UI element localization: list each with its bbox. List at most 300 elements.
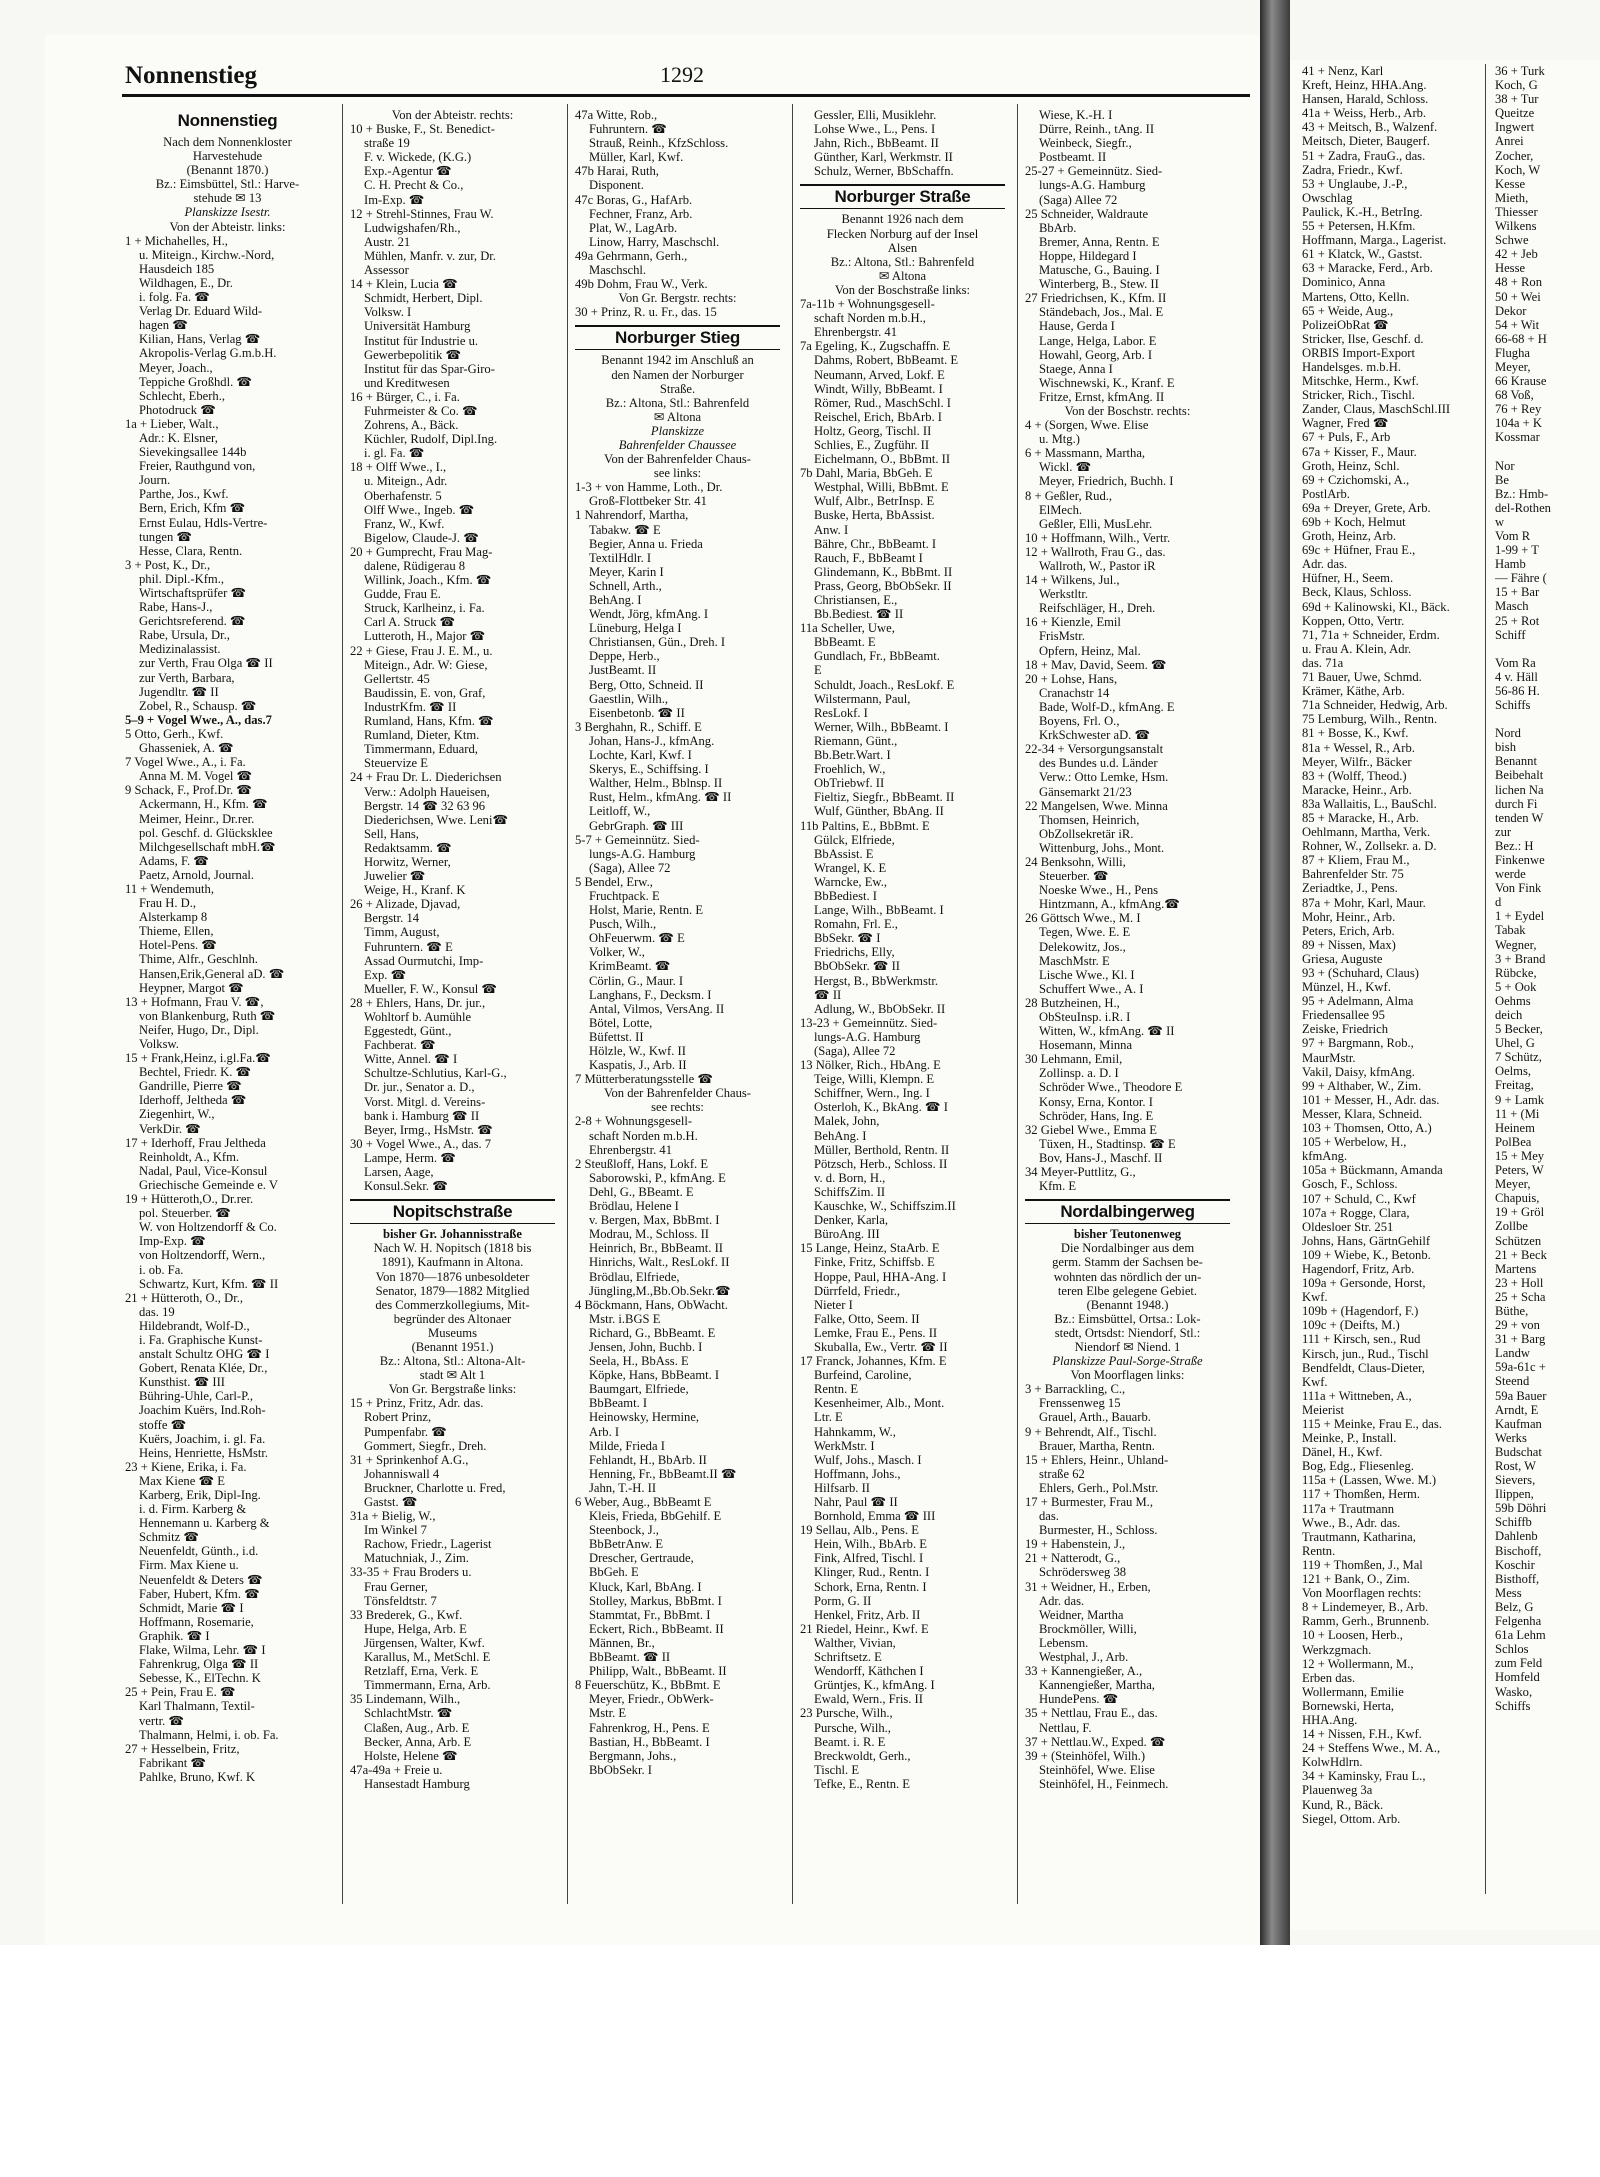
directory-entry: 31 + Barg bbox=[1495, 1332, 1546, 1347]
directory-entry: tungen ☎ bbox=[139, 529, 193, 544]
directory-entry: Neumann, Arved, Lokf. E bbox=[814, 367, 945, 382]
directory-entry: Ramm, Gerh., Brunnenb. bbox=[1302, 1614, 1430, 1629]
directory-entry: stoffe ☎ bbox=[139, 1417, 187, 1432]
directory-entry: 10 + Hoffmann, Wilh., Vertr. bbox=[1025, 530, 1171, 545]
directory-entry: i. d. Firm. Karberg & bbox=[139, 1502, 247, 1517]
directory-entry: Burfeind, Caroline, bbox=[814, 1368, 912, 1383]
column-rule bbox=[567, 104, 568, 1904]
directory-entry: Max Kiene ☎ E bbox=[139, 1473, 225, 1488]
directory-entry: 7 Schütz, bbox=[1495, 1050, 1542, 1065]
directory-entry: Claßen, Aug., Arb. E bbox=[364, 1720, 470, 1735]
directory-entry: Schlos bbox=[1495, 1642, 1529, 1657]
directory-entry: bish bbox=[1495, 740, 1516, 755]
directory-entry: Johanniswall 4 bbox=[364, 1466, 440, 1481]
directory-entry: BbBeamt. E bbox=[814, 635, 876, 650]
directory-entry: Karallus, M., MetSchl. E bbox=[364, 1650, 491, 1665]
directory-entry: Universität Hamburg bbox=[364, 319, 471, 334]
directory-entry: 5-7 + Gemeinnütz. Sied- bbox=[575, 832, 700, 847]
directory-entry: Werner, Wilh., BbBeamt. I bbox=[814, 719, 949, 734]
directory-entry: Schuldt, Joach., ResLokf. E bbox=[814, 677, 955, 692]
directory-entry: von Holtzendorff, Wern., bbox=[139, 1248, 266, 1263]
directory-entry: pol. Geschf. d. Glücksklee bbox=[139, 825, 273, 840]
directory-entry: Wwe., B., Adr. das. bbox=[1302, 1515, 1401, 1530]
street-note: Von Gr. Bergstraße links: bbox=[388, 1382, 517, 1397]
directory-entry: 2 Steußloff, Hans, Lokf. E bbox=[575, 1156, 709, 1171]
directory-entry: Opfern, Heinz, Mal. bbox=[1039, 643, 1141, 658]
directory-entry: 18 + Olff Wwe., I., bbox=[350, 460, 447, 475]
directory-entry: 71a Schneider, Hedwig, Arb. bbox=[1302, 698, 1448, 713]
directory-entry: 34 Meyer-Puttlitz, G., bbox=[1025, 1165, 1136, 1180]
directory-entry: Kaufman bbox=[1495, 1416, 1542, 1431]
directory-entry: Mieth, bbox=[1495, 190, 1529, 205]
directory-entry: Volksw. bbox=[139, 1037, 179, 1051]
directory-entry: Juwelier ☎ bbox=[364, 869, 426, 884]
directory-entry: Dr. jur., Senator a. D., bbox=[364, 1080, 475, 1095]
directory-entry: hagen ☎ bbox=[139, 318, 188, 333]
directory-entry: Hoffmann, Marga., Lagerist. bbox=[1302, 233, 1447, 248]
directory-entry: SchiffsZim. II bbox=[814, 1184, 886, 1199]
directory-entry: 12 + Strehl-Stinnes, Frau W. bbox=[350, 206, 494, 221]
directory-entry: ObSteuInsp. i.R. I bbox=[1039, 1010, 1131, 1024]
directory-entry: Koch, G bbox=[1495, 78, 1538, 93]
street-note: Straße. bbox=[659, 381, 696, 396]
directory-entry: 20 + Gumprecht, Frau Mag- bbox=[350, 544, 493, 559]
directory-entry: Koppen, Otto, Vertr. bbox=[1302, 613, 1405, 628]
directory-entry: Budschat bbox=[1495, 1444, 1542, 1459]
directory-entry: Falke, Otto, Seem. II bbox=[814, 1311, 920, 1326]
directory-entry: Jahn, T.-H. II bbox=[589, 1480, 657, 1495]
directory-entry: KolwHdlrn. bbox=[1302, 1755, 1363, 1770]
directory-entry: BbArb. bbox=[1039, 220, 1077, 235]
directory-entry: Lange, Wilh., BbBeamt. I bbox=[814, 903, 944, 918]
directory-entry: Ingwert bbox=[1495, 120, 1535, 135]
directory-entry: Hintzmann, A., kfmAng.☎ bbox=[1039, 897, 1180, 912]
directory-entry: Oberhafenstr. 5 bbox=[364, 488, 442, 503]
directory-entry: i. ob. Fa. bbox=[139, 1262, 184, 1277]
directory-entry: Fechner, Franz, Arb. bbox=[589, 206, 693, 221]
directory-entry: Pusch, Wilh., bbox=[589, 917, 657, 932]
street-note: bisher Gr. Johannisstraße bbox=[383, 1227, 522, 1242]
directory-entry: 104a + K bbox=[1495, 416, 1542, 431]
directory-entry: Oelms, bbox=[1495, 1064, 1532, 1079]
directory-entry: Anna M. M. Vogel ☎ bbox=[139, 769, 253, 784]
street-note: Von 1870—1876 unbesoldeter bbox=[375, 1269, 530, 1284]
directory-entry: 103 + Thomsen, Otto, A.) bbox=[1302, 1121, 1432, 1136]
directory-entry: Schriftsetz. E bbox=[814, 1650, 882, 1665]
directory-entry: Stricker, Rich., Tischl. bbox=[1302, 388, 1415, 403]
directory-entry: 87 + Kliem, Frau M., bbox=[1302, 853, 1410, 868]
directory-entry: Lüneburg, Helga I bbox=[589, 621, 682, 636]
directory-entry: w bbox=[1495, 514, 1505, 529]
street-note: Von der Boschstr. rechts: bbox=[1064, 403, 1191, 418]
directory-entry: Gerichtsreferend. ☎ bbox=[139, 614, 246, 629]
directory-entry: Griesa, Auguste bbox=[1302, 951, 1383, 966]
directory-entry: IndustrKfm. ☎ II bbox=[364, 699, 457, 714]
directory-entry: JustBeamt. II bbox=[589, 663, 657, 678]
street-note: begründer des Altonaer bbox=[393, 1311, 512, 1326]
directory-entry: 75 Lemburg, Wilh., Rentn. bbox=[1302, 712, 1438, 727]
directory-entry: Bornewski, Herta, bbox=[1302, 1698, 1394, 1713]
directory-entry: Neuenfeldt, Günth., i.d. bbox=[139, 1544, 259, 1559]
directory-entry: Bb.Betr.Wart. I bbox=[814, 748, 891, 763]
directory-entry: Weinbeck, Siegfr., bbox=[1039, 136, 1132, 151]
directory-entry: 23 + Kiene, Erika, i. Fa. bbox=[125, 1459, 247, 1474]
directory-entry: Hergst, B., BbWerkmstr. bbox=[814, 973, 938, 988]
directory-entry: Olff Wwe., Ingeb. ☎ bbox=[364, 502, 475, 517]
directory-entry: 22 + Giese, Frau J. E. M., u. bbox=[350, 643, 493, 658]
directory-entry: Disponent. bbox=[589, 178, 644, 193]
directory-entry: — Fähre ( bbox=[1495, 571, 1547, 586]
directory-entry: 93 + (Schuhard, Claus) bbox=[1302, 966, 1419, 980]
directory-entry: Zollbe bbox=[1495, 1219, 1528, 1234]
directory-entry: Werks bbox=[1495, 1430, 1527, 1445]
directory-entry: Zander, Claus, MaschSchl.III bbox=[1302, 402, 1451, 417]
directory-entry: Ernst Eulau, Hdls-Vertre- bbox=[139, 515, 268, 530]
directory-entry: Dürrfeld, Friedr., bbox=[814, 1283, 901, 1298]
directory-entry: HHA.Ang. bbox=[1302, 1712, 1358, 1727]
directory-entry: 66-68 + H bbox=[1495, 331, 1547, 346]
directory-entry: Homfeld bbox=[1495, 1670, 1540, 1685]
directory-entry: Stolley, Markus, BbBmt. I bbox=[589, 1593, 722, 1608]
directory-entry: 38 + Tur bbox=[1495, 92, 1539, 107]
directory-entry: Jensen, John, Buchb. I bbox=[589, 1339, 703, 1354]
directory-entry: Brödlau, Helene I bbox=[589, 1199, 679, 1214]
directory-entry: 11 + (Mi bbox=[1495, 1106, 1540, 1121]
directory-entry: Wulf, Johs., Masch. I bbox=[814, 1452, 922, 1467]
directory-entry: 65 + Weide, Aug., bbox=[1302, 303, 1394, 318]
directory-entry: Matusche, G., Bauing. I bbox=[1039, 263, 1160, 278]
directory-entry: Rohner, W., Zollsekr. a. D. bbox=[1302, 839, 1437, 854]
directory-entry: Bergmann, Johs., bbox=[589, 1748, 677, 1763]
directory-entry: Delekowitz, Jos., bbox=[1039, 939, 1126, 954]
directory-entry: 35 + Nettlau, Frau E., das. bbox=[1025, 1706, 1158, 1721]
directory-entry: 105 + Werbelow, H., bbox=[1302, 1135, 1407, 1150]
street-heading: Nopitschstraße bbox=[350, 1199, 555, 1224]
directory-entry: Baudissin, E. von, Graf, bbox=[364, 685, 486, 700]
directory-entry: Meyer, Joach., bbox=[139, 360, 213, 375]
directory-entry: Peters, W bbox=[1495, 1163, 1544, 1178]
directory-entry: 34 + Kaminsky, Frau L., bbox=[1302, 1769, 1426, 1784]
directory-entry: 31a + Bielig, W., bbox=[350, 1509, 436, 1524]
directory-entry: Ackermann, H., Kfm. ☎ bbox=[139, 797, 268, 812]
directory-entry: Dahlenb bbox=[1495, 1529, 1538, 1544]
directory-entry: Philipp, Walt., BbBeamt. II bbox=[589, 1664, 727, 1679]
directory-entry: 107a + Rogge, Clara, bbox=[1302, 1205, 1410, 1220]
directory-entry: 87a + Mohr, Karl, Maur. bbox=[1302, 895, 1426, 910]
directory-entry: KrimBeamt. ☎ bbox=[589, 959, 671, 974]
directory-entry: Langhans, F., Decksm. I bbox=[589, 987, 712, 1002]
directory-entry: Jürgensen, Walter, Kwf. bbox=[364, 1635, 485, 1650]
directory-entry: Jüngling,M.,Bb.Ob.Sekr.☎ bbox=[589, 1283, 731, 1298]
directory-entry: Redaktsamm. ☎ bbox=[364, 840, 452, 855]
directory-entry: Queitze bbox=[1495, 106, 1535, 121]
directory-entry: Hansen, Harald, Schloss. bbox=[1302, 92, 1429, 107]
directory-entry: Dahms, Robert, BbBeamt. E bbox=[814, 353, 959, 368]
directory-entry: Thalmann, Helmi, i. ob. Fa. bbox=[139, 1727, 279, 1742]
directory-entry: 15 + Mey bbox=[1495, 1148, 1545, 1163]
directory-entry: Steinhöfel, H., Feinmech. bbox=[1039, 1776, 1169, 1791]
directory-entry: tenden W bbox=[1495, 810, 1544, 825]
directory-entry: Noeske Wwe., H., Pens bbox=[1039, 883, 1159, 898]
directory-entry: 35 Lindemann, Wilh., bbox=[350, 1692, 461, 1707]
directory-entry: Uhel, G bbox=[1495, 1036, 1535, 1051]
street-note: Bz.: Altona, Stl.: Bahrenfeld bbox=[830, 254, 975, 269]
directory-entry: Trautmann, Katharina, bbox=[1302, 1529, 1416, 1544]
directory-entry: Gülck, Elfriede, bbox=[814, 832, 895, 847]
directory-entry: 3 Berghahn, R., Schiff. E bbox=[575, 719, 702, 734]
directory-entry: Teige, Willi, Klempn. E bbox=[814, 1072, 935, 1087]
directory-entry: Bastian, H., BbBeamt. I bbox=[589, 1734, 710, 1749]
directory-entry: Pursche, Wilh., bbox=[814, 1720, 891, 1735]
directory-entry: Diederichsen, Wwe. Leni☎ bbox=[364, 812, 509, 827]
directory-entry: Flake, Wilma, Lehr. ☎ I bbox=[139, 1643, 266, 1658]
directory-entry: Siegel, Ottom. Arb. bbox=[1302, 1811, 1401, 1826]
directory-entry bbox=[1495, 642, 1600, 656]
directory-entry: Griechische Gemeinde e. V bbox=[139, 1177, 278, 1192]
directory-entry: Frau H. D., bbox=[139, 896, 197, 911]
directory-entry: Hosemann, Minna bbox=[1039, 1038, 1133, 1053]
directory-entry: Dänel, H., Kwf. bbox=[1302, 1445, 1383, 1460]
street-note: (Benannt 1951.) bbox=[411, 1339, 494, 1354]
directory-entry: Schiffner, Wern., Ing. I bbox=[814, 1086, 930, 1101]
directory-entry: Wiese, K.-H. I bbox=[1039, 108, 1113, 122]
directory-entry: 69d + Kalinowski, Kl., Bäck. bbox=[1302, 599, 1450, 614]
directory-entry: Weige, H., Kranf. K bbox=[364, 883, 466, 898]
directory-entry: Schützen bbox=[1495, 1233, 1542, 1248]
directory-entry: Bischoff, bbox=[1495, 1543, 1542, 1558]
bottom-margin bbox=[0, 1945, 1600, 2177]
directory-entry: 10 + Loosen, Herb., bbox=[1302, 1628, 1403, 1643]
directory-entry: Krämer, Käthe, Arb. bbox=[1302, 684, 1405, 699]
directory-entry: Mohr, Heinr., Arb. bbox=[1302, 909, 1396, 924]
directory-entry: Von Moorflagen rechts: bbox=[1302, 1586, 1422, 1601]
directory-entry: Mühlen, Manfr. v. zur, Dr. bbox=[364, 248, 496, 263]
street-note: stehude ✉ 13 bbox=[193, 191, 262, 206]
directory-entry: Meimer, Heinr., Dr.rer. bbox=[139, 811, 255, 826]
directory-entry: Reinholdt, A., Kfm. bbox=[139, 1149, 240, 1164]
directory-entry: Nieter I bbox=[814, 1297, 853, 1312]
directory-entry: 31 + Sprinkenhof A.G., bbox=[350, 1452, 469, 1467]
directory-entry: 59a-61c + bbox=[1495, 1360, 1546, 1375]
directory-entry: Meyer, bbox=[1495, 359, 1531, 374]
directory-entry: Hamb bbox=[1495, 557, 1526, 572]
street-note: Flecken Norburg auf der Insel bbox=[826, 226, 979, 241]
directory-entry: 30 + Prinz, R. u. Fr., das. 15 bbox=[575, 305, 717, 320]
directory-entry: Meyer, Karin I bbox=[589, 564, 664, 579]
directory-entry: Hansen,Erik,General aD. ☎ bbox=[139, 966, 285, 981]
directory-entry: Vom R bbox=[1495, 529, 1531, 543]
directory-entry: 53 + Unglaube, J.-P., bbox=[1302, 176, 1408, 191]
directory-entry: Stammtat, Fr., BbBmt. I bbox=[589, 1607, 711, 1622]
directory-entry: Schwe bbox=[1495, 233, 1529, 248]
directory-entry: Friedrichs, Elly, bbox=[814, 945, 895, 960]
directory-entry: Dekor bbox=[1495, 303, 1527, 318]
directory-entry: Begier, Anna u. Frieda bbox=[589, 536, 703, 551]
directory-entry: Köpke, Hans, BbBeamt. I bbox=[589, 1368, 720, 1383]
directory-entry: Hüfner, H., Seem. bbox=[1302, 571, 1394, 586]
directory-entry: Fruchtpack. E bbox=[589, 888, 660, 903]
directory-entry: Strauß, Reinh., KfzSchloss. bbox=[589, 136, 729, 151]
directory-entry: BbSekr. ☎ I bbox=[814, 931, 881, 946]
directory-entry: ORBIS Import-Export bbox=[1302, 345, 1415, 360]
directory-entry: u. Miteign., Adr. bbox=[364, 474, 448, 489]
directory-entry: Westphal, J., Arb. bbox=[1039, 1650, 1129, 1665]
directory-entry: E bbox=[814, 663, 822, 678]
directory-entry: Denker, Karla, bbox=[814, 1213, 888, 1228]
directory-entry: Wildhagen, E., Dr. bbox=[139, 275, 233, 290]
directory-entry: 27 + Hesselbein, Fritz, bbox=[125, 1741, 240, 1756]
directory-entry: Arb. I bbox=[589, 1424, 620, 1439]
directory-entry: 83 + (Wolff, Theod.) bbox=[1302, 768, 1407, 783]
directory-entry: 7a-11b + Wohnungsgesell- bbox=[800, 297, 935, 312]
directory-entry: MaurMstr. bbox=[1302, 1050, 1356, 1065]
street-note: des Commerzkollegiums, Mit- bbox=[375, 1297, 530, 1312]
street-note: den Namen der Norburger bbox=[611, 367, 744, 382]
street-note: Harvestehude bbox=[192, 149, 263, 164]
directory-entry: 119 + Thomßen, J., Mal bbox=[1302, 1557, 1423, 1572]
directory-entry: FrisMstr. bbox=[1039, 629, 1085, 644]
directory-entry: Wohltorf b. Aumühle bbox=[364, 1010, 472, 1024]
directory-entry: 115a + (Lassen, Wwe. M.) bbox=[1302, 1473, 1437, 1488]
street-note: see links: bbox=[653, 466, 702, 481]
directory-entry: Werkstltr. bbox=[1039, 587, 1089, 602]
directory-entry: Bergstr. 14 ☎ 32 63 96 bbox=[364, 798, 486, 813]
directory-entry: Kauschke, W., Schiffszim.II bbox=[814, 1199, 956, 1214]
directory-entry: Meierist bbox=[1302, 1402, 1344, 1417]
directory-entry: Rabe, Hans-J., bbox=[139, 600, 213, 615]
directory-entry: Wischnewski, K., Kranf. E bbox=[1039, 375, 1175, 390]
directory-entry: 47b Harai, Ruth, bbox=[575, 164, 659, 179]
directory-entry: 4 + (Sorgen, Wwe. Elise bbox=[1025, 418, 1149, 433]
street-note: see rechts: bbox=[651, 1100, 704, 1115]
directory-entry: 41 + Nenz, Karl bbox=[1302, 64, 1384, 78]
directory-entry: Rentn. bbox=[1302, 1543, 1336, 1558]
directory-entry: 69a + Dreyer, Grete, Arb. bbox=[1302, 500, 1431, 515]
directory-entry: i. gl. Fa. ☎ bbox=[364, 446, 425, 461]
directory-entry: Fahrenkrug, Olga ☎ II bbox=[139, 1657, 259, 1672]
directory-entry: 68 Voß, bbox=[1495, 388, 1534, 403]
directory-entry: 25 + Rot bbox=[1495, 613, 1540, 628]
directory-entry: 13 + Hofmann, Frau V. ☎, bbox=[125, 994, 264, 1009]
directory-entry: Gandrille, Pierre ☎ bbox=[139, 1079, 242, 1094]
directory-entry: BbBeamt. I bbox=[589, 1396, 648, 1411]
directory-entry: Winterberg, B., Stew. II bbox=[1039, 277, 1159, 292]
directory-entry: 115 + Meinke, Frau E., das. bbox=[1302, 1417, 1442, 1431]
directory-entry: Eisenbetonb. ☎ II bbox=[589, 705, 685, 720]
directory-entry: Heins, Henriette, HsMstr. bbox=[139, 1445, 269, 1460]
directory-entry: OhFeuerwm. ☎ E bbox=[589, 931, 685, 946]
directory-entry: Kaspatis, J., Arb. II bbox=[589, 1058, 687, 1073]
directory-entry: 9 + Lamk bbox=[1495, 1092, 1545, 1107]
directory-entry: Meitsch, Dieter, Baugerf. bbox=[1302, 134, 1430, 149]
directory-entry: TextilHdlr. I bbox=[589, 550, 652, 565]
directory-entry: Bühring-Uhle, Carl-P., bbox=[139, 1389, 254, 1404]
directory-column-1 bbox=[125, 108, 330, 1918]
directory-entry: Anrei bbox=[1495, 134, 1524, 149]
directory-entry: 15 + Frank,Heinz, i.gl.Fa.☎ bbox=[125, 1051, 271, 1066]
directory-entry: Nahr, Paul ☎ II bbox=[814, 1495, 898, 1509]
directory-entry: 59a Bauer bbox=[1495, 1388, 1547, 1403]
directory-entry: Gommert, Siegfr., Dreh. bbox=[364, 1438, 487, 1453]
directory-entry: Frau Gerner, bbox=[364, 1579, 428, 1594]
directory-entry: Oehms bbox=[1495, 993, 1531, 1008]
directory-entry: Hildebrandt, Wolf-D., bbox=[139, 1318, 250, 1333]
street-note: Bz.: Eimsbüttel, Ortsa.: Lok- bbox=[1054, 1311, 1201, 1326]
directory-entry: Walther, Helm., Bblnsp. II bbox=[589, 776, 723, 791]
street-note: stedt, Ortsdst: Niendorf, Stl.: bbox=[1054, 1325, 1201, 1340]
directory-entry: Wulf, Albr., BetrInsp. E bbox=[814, 494, 935, 509]
street-note: 1891), Kaufmann in Altona. bbox=[381, 1255, 524, 1270]
directory-entry: 111a + Wittneben, A., bbox=[1302, 1388, 1412, 1403]
directory-entry: Tüxen, H., Stadtinsp. ☎ E bbox=[1039, 1136, 1176, 1151]
directory-entry: 19 + Gröl bbox=[1495, 1205, 1545, 1220]
directory-entry: Steenbock, J., bbox=[589, 1523, 659, 1538]
directory-entry: Nor bbox=[1495, 458, 1515, 473]
directory-entry: 16 + Bürger, C., i. Fa. bbox=[350, 389, 460, 404]
directory-entry: Tabak bbox=[1495, 923, 1526, 938]
directory-entry: 71, 71a + Schneider, Erdm. bbox=[1302, 627, 1440, 642]
directory-entry: Assad Ourmutchi, Imp- bbox=[364, 953, 484, 968]
directory-entry: Wagner, Fred ☎ bbox=[1302, 416, 1389, 431]
directory-entry: Austr. 21 bbox=[364, 234, 411, 249]
directory-entry: Bz.: Hmb- bbox=[1495, 486, 1549, 501]
directory-entry: Adams, F. ☎ bbox=[139, 853, 209, 868]
directory-entry: Mueller, F. W., Konsul ☎ bbox=[364, 981, 498, 996]
directory-entry: lungs-A.G. Hamburg bbox=[814, 1029, 921, 1044]
directory-entry: Büthe, bbox=[1495, 1303, 1529, 1318]
directory-entry: Rust, Helm., kfmAng. ☎ II bbox=[589, 790, 732, 805]
directory-entry: Riemann, Günt., bbox=[814, 733, 898, 748]
directory-entry: 67a + Kisser, F., Maur. bbox=[1302, 444, 1417, 459]
directory-entry: Arndt, E bbox=[1495, 1402, 1539, 1417]
directory-entry: Teppiche Großhdl. ☎ bbox=[139, 374, 253, 389]
directory-entry: 8 + Geßler, Rud., bbox=[1025, 488, 1113, 503]
directory-entry: 9 + Behrendt, Alf., Tischl. bbox=[1025, 1424, 1157, 1439]
directory-entry: Warncke, Ew., bbox=[814, 874, 887, 889]
directory-entry: Postbeamt. II bbox=[1039, 150, 1107, 165]
directory-entry: Oehlmann, Martha, Verk. bbox=[1302, 825, 1431, 840]
directory-entry: Schork, Erna, Rentn. I bbox=[814, 1579, 927, 1594]
directory-entry: Erben das. bbox=[1302, 1670, 1356, 1685]
directory-entry: ElMech. bbox=[1039, 502, 1083, 517]
directory-entry: 69 + Czichomski, A., bbox=[1302, 472, 1410, 487]
directory-entry: Fuhruntern. ☎ E bbox=[364, 939, 453, 954]
book-gutter bbox=[1260, 0, 1290, 1960]
directory-entry: Beck, Klaus, Schloss. bbox=[1302, 585, 1412, 600]
directory-entry: anstalt Schultz OHG ☎ I bbox=[139, 1347, 270, 1362]
directory-entry: Günther, Karl, Werkmstr. II bbox=[814, 150, 953, 165]
directory-entry: Glindemann, K., BbBmt. II bbox=[814, 564, 953, 579]
directory-entry bbox=[1495, 445, 1600, 459]
directory-entry: Reischel, Erich, BbArb. I bbox=[814, 409, 943, 424]
directory-entry: 51 + Zadra, FrauG., das. bbox=[1302, 148, 1426, 163]
directory-entry: 43 + Meitsch, B., Walzenf. bbox=[1302, 120, 1438, 135]
directory-entry: Zollinsp. a. D. I bbox=[1039, 1066, 1119, 1081]
directory-entry: Weidner, Martha bbox=[1039, 1607, 1124, 1622]
street-heading: Nonnenstieg bbox=[177, 111, 278, 130]
directory-entry: Rentn. E bbox=[814, 1382, 859, 1397]
directory-entry: Schnell, Arth., bbox=[589, 578, 662, 593]
street-note: (Benannt 1948.) bbox=[1086, 1297, 1169, 1312]
street-note: Bz.: Altona, Stl.: Altona-Alt- bbox=[379, 1354, 526, 1369]
directory-entry: Thiesser bbox=[1495, 204, 1538, 219]
directory-entry: Linow, Harry, Maschschl. bbox=[589, 234, 720, 249]
directory-entry: werde bbox=[1495, 867, 1526, 882]
directory-entry: Cörlin, G., Maur. I bbox=[589, 973, 684, 988]
street-note: Von Moorflagen links: bbox=[1070, 1368, 1185, 1383]
directory-entry: Mess bbox=[1495, 1585, 1522, 1600]
directory-entry: Eckert, Rich., BbBeamt. II bbox=[589, 1621, 724, 1636]
